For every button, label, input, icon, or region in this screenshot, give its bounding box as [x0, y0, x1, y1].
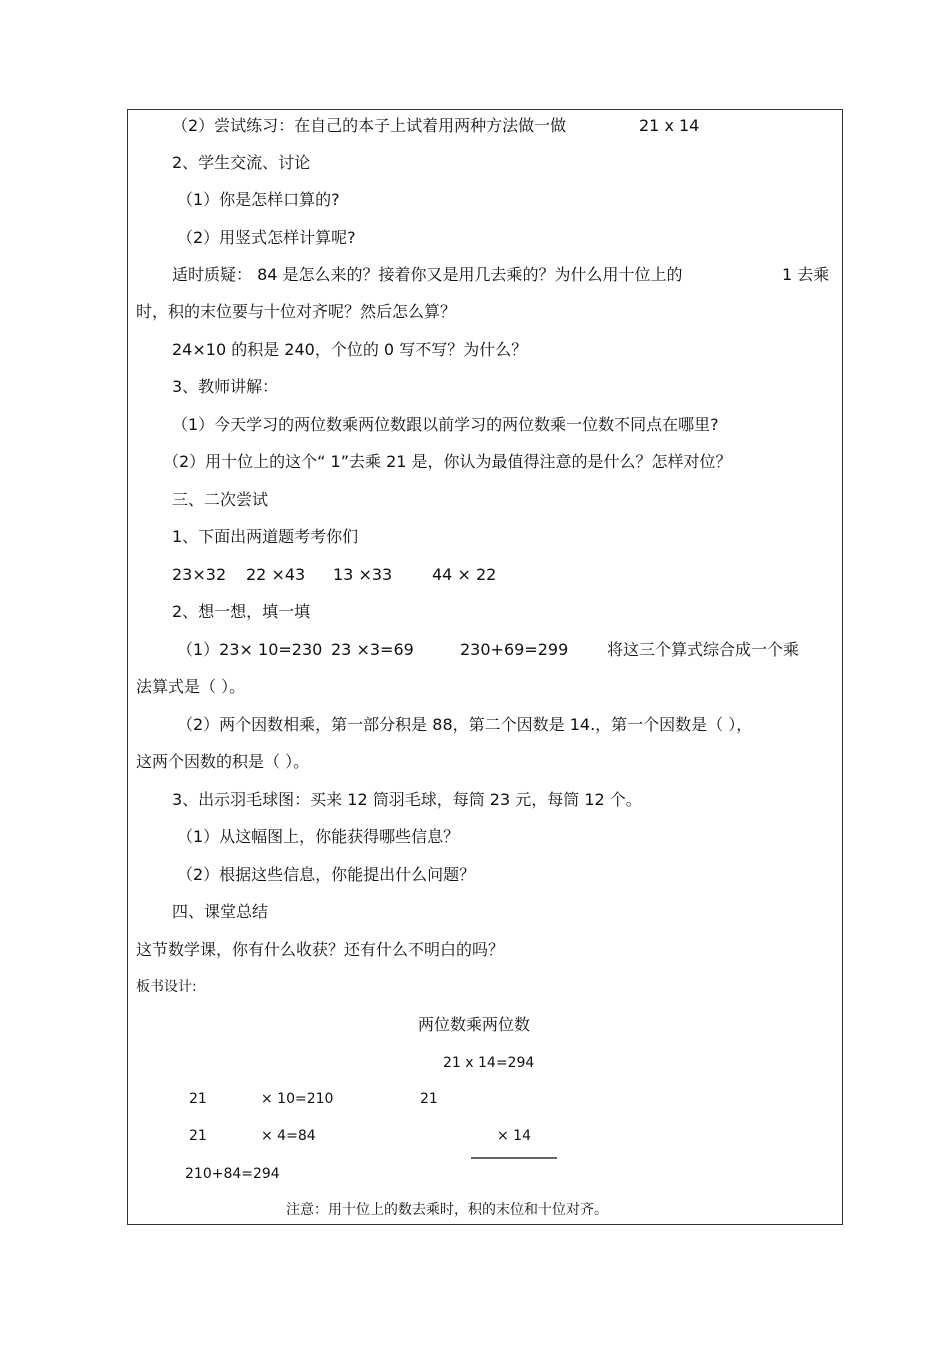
section-heading: 1、下面出两道题考考你们 — [172, 527, 359, 546]
paragraph-text: 1 去乘 — [782, 265, 830, 284]
equation-item: 230+69=299 — [460, 640, 569, 659]
board-vertical-calc: × 14 — [497, 1128, 531, 1144]
section-heading: 2、学生交流、讨论 — [172, 153, 311, 172]
paragraph-text: 24×10 的积是 240，个位的 0 写不写？为什么？ — [172, 340, 528, 359]
practice-instruction: （2）尝试练习：在自己的本子上试着用两种方法做一做 — [172, 116, 567, 135]
section-heading: 三、二次尝试 — [172, 490, 269, 509]
exercise-item: 13 ×33 — [333, 565, 393, 584]
exercise-item: 23×32 — [172, 565, 227, 584]
question-item: （1）从这幅图上，你能获得哪些信息？ — [177, 827, 460, 846]
paragraph-text: 适时质疑： 84 是怎么来的？接着你又是用几去乘的？为什么用十位上的 — [172, 265, 683, 284]
question-item: （1）今天学习的两位数乘两位数跟以前学习的两位数乘一位数不同点在哪里? — [172, 415, 719, 434]
section-heading: 2、想一想，填一填 — [172, 602, 311, 621]
question-item: （2）用十位上的这个“ 1”去乘 21 是，你认为最值得注意的是什么？怎样对位？ — [163, 452, 732, 471]
board-title: 两位数乘两位数 — [418, 1015, 531, 1034]
board-calc: 210+84=294 — [185, 1166, 280, 1182]
board-equation: 21 x 14=294 — [443, 1055, 535, 1071]
exercise-item: 44 × 22 — [432, 565, 497, 584]
paragraph-text: 这节数学课，你有什么收获？还有什么不明白的吗？ — [136, 940, 505, 959]
practice-expression: 21 x 14 — [639, 116, 700, 135]
board-design-label: 板书设计: — [136, 979, 197, 995]
equation-item: （1）23× 10=230 — [177, 640, 323, 659]
section-heading: 3、教师讲解： — [172, 377, 279, 396]
vertical-calc-rule — [471, 1157, 557, 1159]
paragraph-text: 这两个因数的积是（ ）。 — [136, 752, 310, 771]
exercise-item: 22 ×43 — [246, 565, 306, 584]
board-calc: 21 — [189, 1128, 207, 1144]
equation-item: 23 ×3=69 — [331, 640, 414, 659]
paragraph-text: 将这三个算式综合成一个乘 — [607, 640, 800, 659]
paragraph-text: 时，积的末位要与十位对齐呢？然后怎么算？ — [136, 302, 457, 321]
board-calc: × 4=84 — [261, 1128, 316, 1144]
question-item: （2）根据这些信息，你能提出什么问题？ — [177, 865, 476, 884]
board-note: 注意：用十位上的数去乘时，积的末位和十位对齐。 — [286, 1202, 608, 1218]
paragraph-text: （2）两个因数相乘，第一部分积是 88，第二个因数是 14.，第一个因数是（ ）， — [177, 715, 753, 734]
section-heading: 四、课堂总结 — [172, 902, 269, 921]
board-vertical-calc: 21 — [420, 1091, 438, 1107]
question-item: （1）你是怎样口算的? — [177, 190, 340, 209]
board-calc: × 10=210 — [261, 1091, 334, 1107]
paragraph-text: 3、出示羽毛球图：买来 12 筒羽毛球，每筒 23 元，每筒 12 个。 — [172, 790, 642, 809]
board-calc: 21 — [189, 1091, 207, 1107]
question-item: （2）用竖式怎样计算呢? — [177, 228, 356, 247]
paragraph-text: 法算式是（ ）。 — [136, 677, 246, 696]
